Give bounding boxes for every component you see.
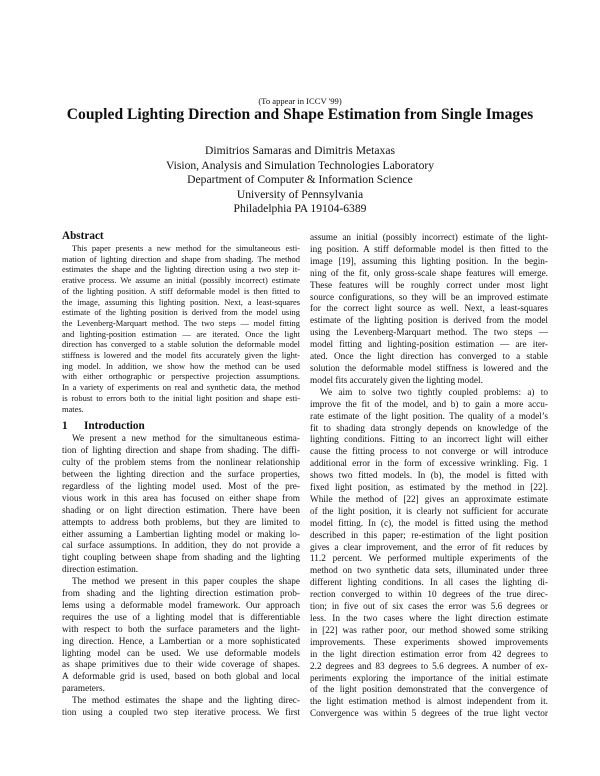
text-line: model fits accurately given the lighting model. bbox=[310, 375, 483, 386]
paragraph bbox=[310, 233, 548, 388]
text-line: using the Levenberg-Marquart method. The two steps — bbox=[310, 328, 548, 339]
text-line: rate estimate of the light position. The quality of a model’s bbox=[310, 411, 548, 422]
text-line: estimate of the lighting position is derived from the model using bbox=[62, 307, 300, 318]
text-line: fit to shading data strongly depends on knowledge of the bbox=[310, 423, 548, 434]
text-line: the image, assuming this lighting position. Next, a least-squares bbox=[62, 296, 300, 307]
text-line: between the lighting direction and the surface properties, bbox=[62, 469, 300, 480]
text-line: of the lighting position. A stiff deformable model is then fitted to bbox=[62, 285, 300, 296]
text-line: the Levenberg-Marquart method. The two steps — model fitting bbox=[62, 317, 300, 328]
text-line: ated. Once the light direction has converged to a stable bbox=[310, 352, 548, 363]
text-line: While the method of [22] gives an approximate estimate bbox=[310, 494, 548, 505]
university: University of Pennsylvania bbox=[236, 187, 364, 201]
text-line: ing model. In addition, we show how the method can be used bbox=[62, 360, 300, 371]
text-line: lems using a deformable model framework. Our approach bbox=[62, 600, 300, 611]
paragraph bbox=[62, 577, 300, 696]
address: Philadelphia PA 19104-6389 bbox=[233, 202, 367, 215]
lab: Vision, Analysis and Simulation Technologies Laboratory bbox=[165, 158, 435, 172]
section-title: Introduction bbox=[84, 420, 145, 433]
text-line: vious work in this area has focused on either shape from bbox=[62, 493, 300, 504]
text-line: culty of the problem stems from the nonlinear relationship bbox=[62, 458, 300, 469]
text-line: additional error in the form of excessive wrinkling. Fig. 1 bbox=[310, 459, 548, 470]
text-line: regardless of the lighting model used. Most of the pre- bbox=[62, 481, 300, 492]
author-block bbox=[0, 144, 600, 217]
text-line: improve the fit of the model, and b) to gain a more accu- bbox=[310, 399, 548, 410]
text-line: in [22] was rather poor, our method showed some striking bbox=[310, 625, 548, 636]
text-line: tion using a coupled two step iterative process. We first bbox=[62, 708, 300, 719]
text-line: tight coupling between shape from shading and the lighting bbox=[62, 553, 300, 564]
text-line: gives a clear improvement, and the error of fit reduces by bbox=[310, 542, 548, 553]
text-line: source configurations, so they will be an improved estimate bbox=[310, 292, 548, 303]
text-line: as shape primitives due to their wide coverage of shapes. bbox=[62, 660, 300, 671]
text-line: lighting conditions. Fitting to an incorrect light will either bbox=[310, 435, 548, 446]
paragraph bbox=[62, 434, 300, 577]
text-line: ing position. A stiff deformable model is then fitted to the bbox=[310, 244, 548, 255]
department: Department of Computer & Information Science bbox=[187, 173, 413, 186]
text-line: cal surface assumptions. In addition, they do not provide a bbox=[62, 541, 300, 552]
text-line: 2.2 degrees and 83 degrees to 5.6 degrees. A number of ex- bbox=[310, 661, 548, 672]
introduction-body-right bbox=[310, 233, 548, 721]
text-line: shows two fitted models. In (b), the model is fitted with bbox=[310, 471, 548, 482]
introduction-heading bbox=[62, 419, 300, 433]
text-line: solution the deformable model stiffness is lowered and the bbox=[310, 363, 548, 374]
paragraph bbox=[310, 388, 548, 721]
text-line: requires the use of a lighting model that is differentiable bbox=[62, 612, 300, 623]
text-line: erative process. We assume an initial (possibly incorrect) estimate bbox=[62, 275, 300, 286]
text-line: described in this paper; re-estimation of the light position bbox=[310, 530, 548, 541]
abstract-body bbox=[62, 243, 300, 414]
text-line: shading or on light direction estimation. There have been bbox=[62, 505, 300, 516]
abstract-heading: Abstract bbox=[62, 230, 104, 242]
text-line: Convergence was within 5 degrees of the true light vector bbox=[310, 709, 548, 720]
text-line: assume an initial (possibly incorrect) estimate of the light- bbox=[310, 233, 548, 243]
text-line: and lighting-position estimation — are iterated. Once the light bbox=[62, 328, 300, 339]
text-line: parameters. bbox=[62, 684, 105, 695]
text-line: model fitting. In (c), the model is fitted using the method bbox=[310, 518, 548, 529]
text-line: model fitting and lighting-position estimation — are iter- bbox=[310, 340, 548, 351]
text-line: direction estimation. bbox=[62, 565, 139, 576]
paragraph bbox=[62, 696, 300, 720]
text-line: We present a new method for the simultaneous estima- bbox=[72, 434, 300, 445]
text-line: estimates the shape and the lighting direction using a two step it- bbox=[62, 264, 300, 275]
text-line: fixed light position, as estimated by the method in [22]. bbox=[310, 483, 548, 494]
text-line: tion of lighting direction and shape from shading. The diffi- bbox=[62, 446, 300, 457]
text-line: ning of the fit, only gross-scale shape features will emerge. bbox=[310, 268, 548, 279]
text-line: either assuming a Lambertian lighting model or making lo- bbox=[62, 529, 300, 540]
text-line: rection converged to within 10 degrees of the true direc- bbox=[310, 590, 548, 601]
text-line: mation of lighting direction and shape from shading. The method bbox=[62, 253, 300, 264]
text-line: The method estimates the shape and the lighting direc- bbox=[72, 696, 300, 707]
text-line: of the light position demonstrated that the convergence of bbox=[310, 685, 548, 696]
section-number: 1 bbox=[62, 420, 68, 433]
text-line: cause the fitting process to not converge or will introduce bbox=[310, 447, 548, 458]
text-line: We aim to solve two tightly coupled problems: a) to bbox=[320, 387, 548, 398]
text-line: direction has converged to a stable solution the deformable model bbox=[62, 339, 300, 350]
text-line: different lighting conditions. In all cases the lighting di- bbox=[310, 578, 548, 589]
introduction-body-left bbox=[62, 434, 300, 720]
text-line: tion; in five out of six cases the error was 5.6 degrees or bbox=[310, 602, 548, 613]
text-line: estimate of the lighting position is derived from the model bbox=[310, 316, 548, 327]
text-line: of the light position, it is clearly not sufficient for accurate bbox=[310, 506, 548, 517]
text-line: ing direction. Hence, a Lambertian or a more sophisticated bbox=[62, 636, 300, 647]
text-line: periments exploring the importance of the initial estimate bbox=[310, 673, 548, 684]
text-line: in the light direction estimation error from 42 degrees to bbox=[310, 649, 548, 660]
text-line: from shading and the lighting direction estimation prob- bbox=[62, 589, 300, 600]
publication-note: (To appear in ICCV '99) bbox=[258, 96, 342, 106]
left-column bbox=[62, 229, 300, 720]
text-line: In a variety of experiments on real and synthetic data, the method bbox=[62, 382, 300, 393]
text-line: improvements. These experiments showed improvements bbox=[310, 637, 548, 648]
paper-title: Coupled Lighting Direction and Shape Estimation from Single Images bbox=[66, 106, 534, 123]
text-line: attempts to address both problems, but they are limited to bbox=[62, 517, 300, 528]
text-line: with respect to both the surface parameters and the light- bbox=[62, 624, 300, 635]
text-line: lighting model can be used. We use deformable models bbox=[62, 648, 300, 659]
paragraph bbox=[62, 243, 300, 414]
text-line: with either orthographic or perspective projection assumptions. bbox=[62, 371, 300, 382]
text-line: the light estimation method is almost independent from it. bbox=[310, 697, 548, 708]
text-line: mates. bbox=[62, 403, 84, 414]
text-line: The method we present in this paper couples the shape bbox=[72, 577, 300, 588]
text-line: method on two synthetic data sets, illuminated under three bbox=[310, 566, 548, 577]
text-line: stiffness is lowered and the model fits accurately given the light- bbox=[62, 350, 300, 361]
text-line: image [19], assuming this lighting position. In the begin- bbox=[310, 256, 548, 267]
text-line: This paper presents a new method for the simultaneous esti- bbox=[72, 243, 300, 253]
text-line: These features will be roughly correct under most light bbox=[310, 280, 548, 291]
right-column bbox=[310, 233, 548, 721]
text-line: for the correct light source as well. Next, a least-squares bbox=[310, 304, 548, 315]
text-line: less. In the two cases where the light direction estimate bbox=[310, 614, 548, 624]
text-line: is robust to errors both to the initial light position and shape esti- bbox=[62, 392, 300, 403]
authors: Dimitrios Samaras and Dimitris Metaxas bbox=[205, 144, 395, 157]
text-line: A deformable grid is used, based on both global and local bbox=[62, 672, 300, 683]
text-line: 11.2 percent. We performed multiple experiments of the bbox=[310, 554, 548, 565]
